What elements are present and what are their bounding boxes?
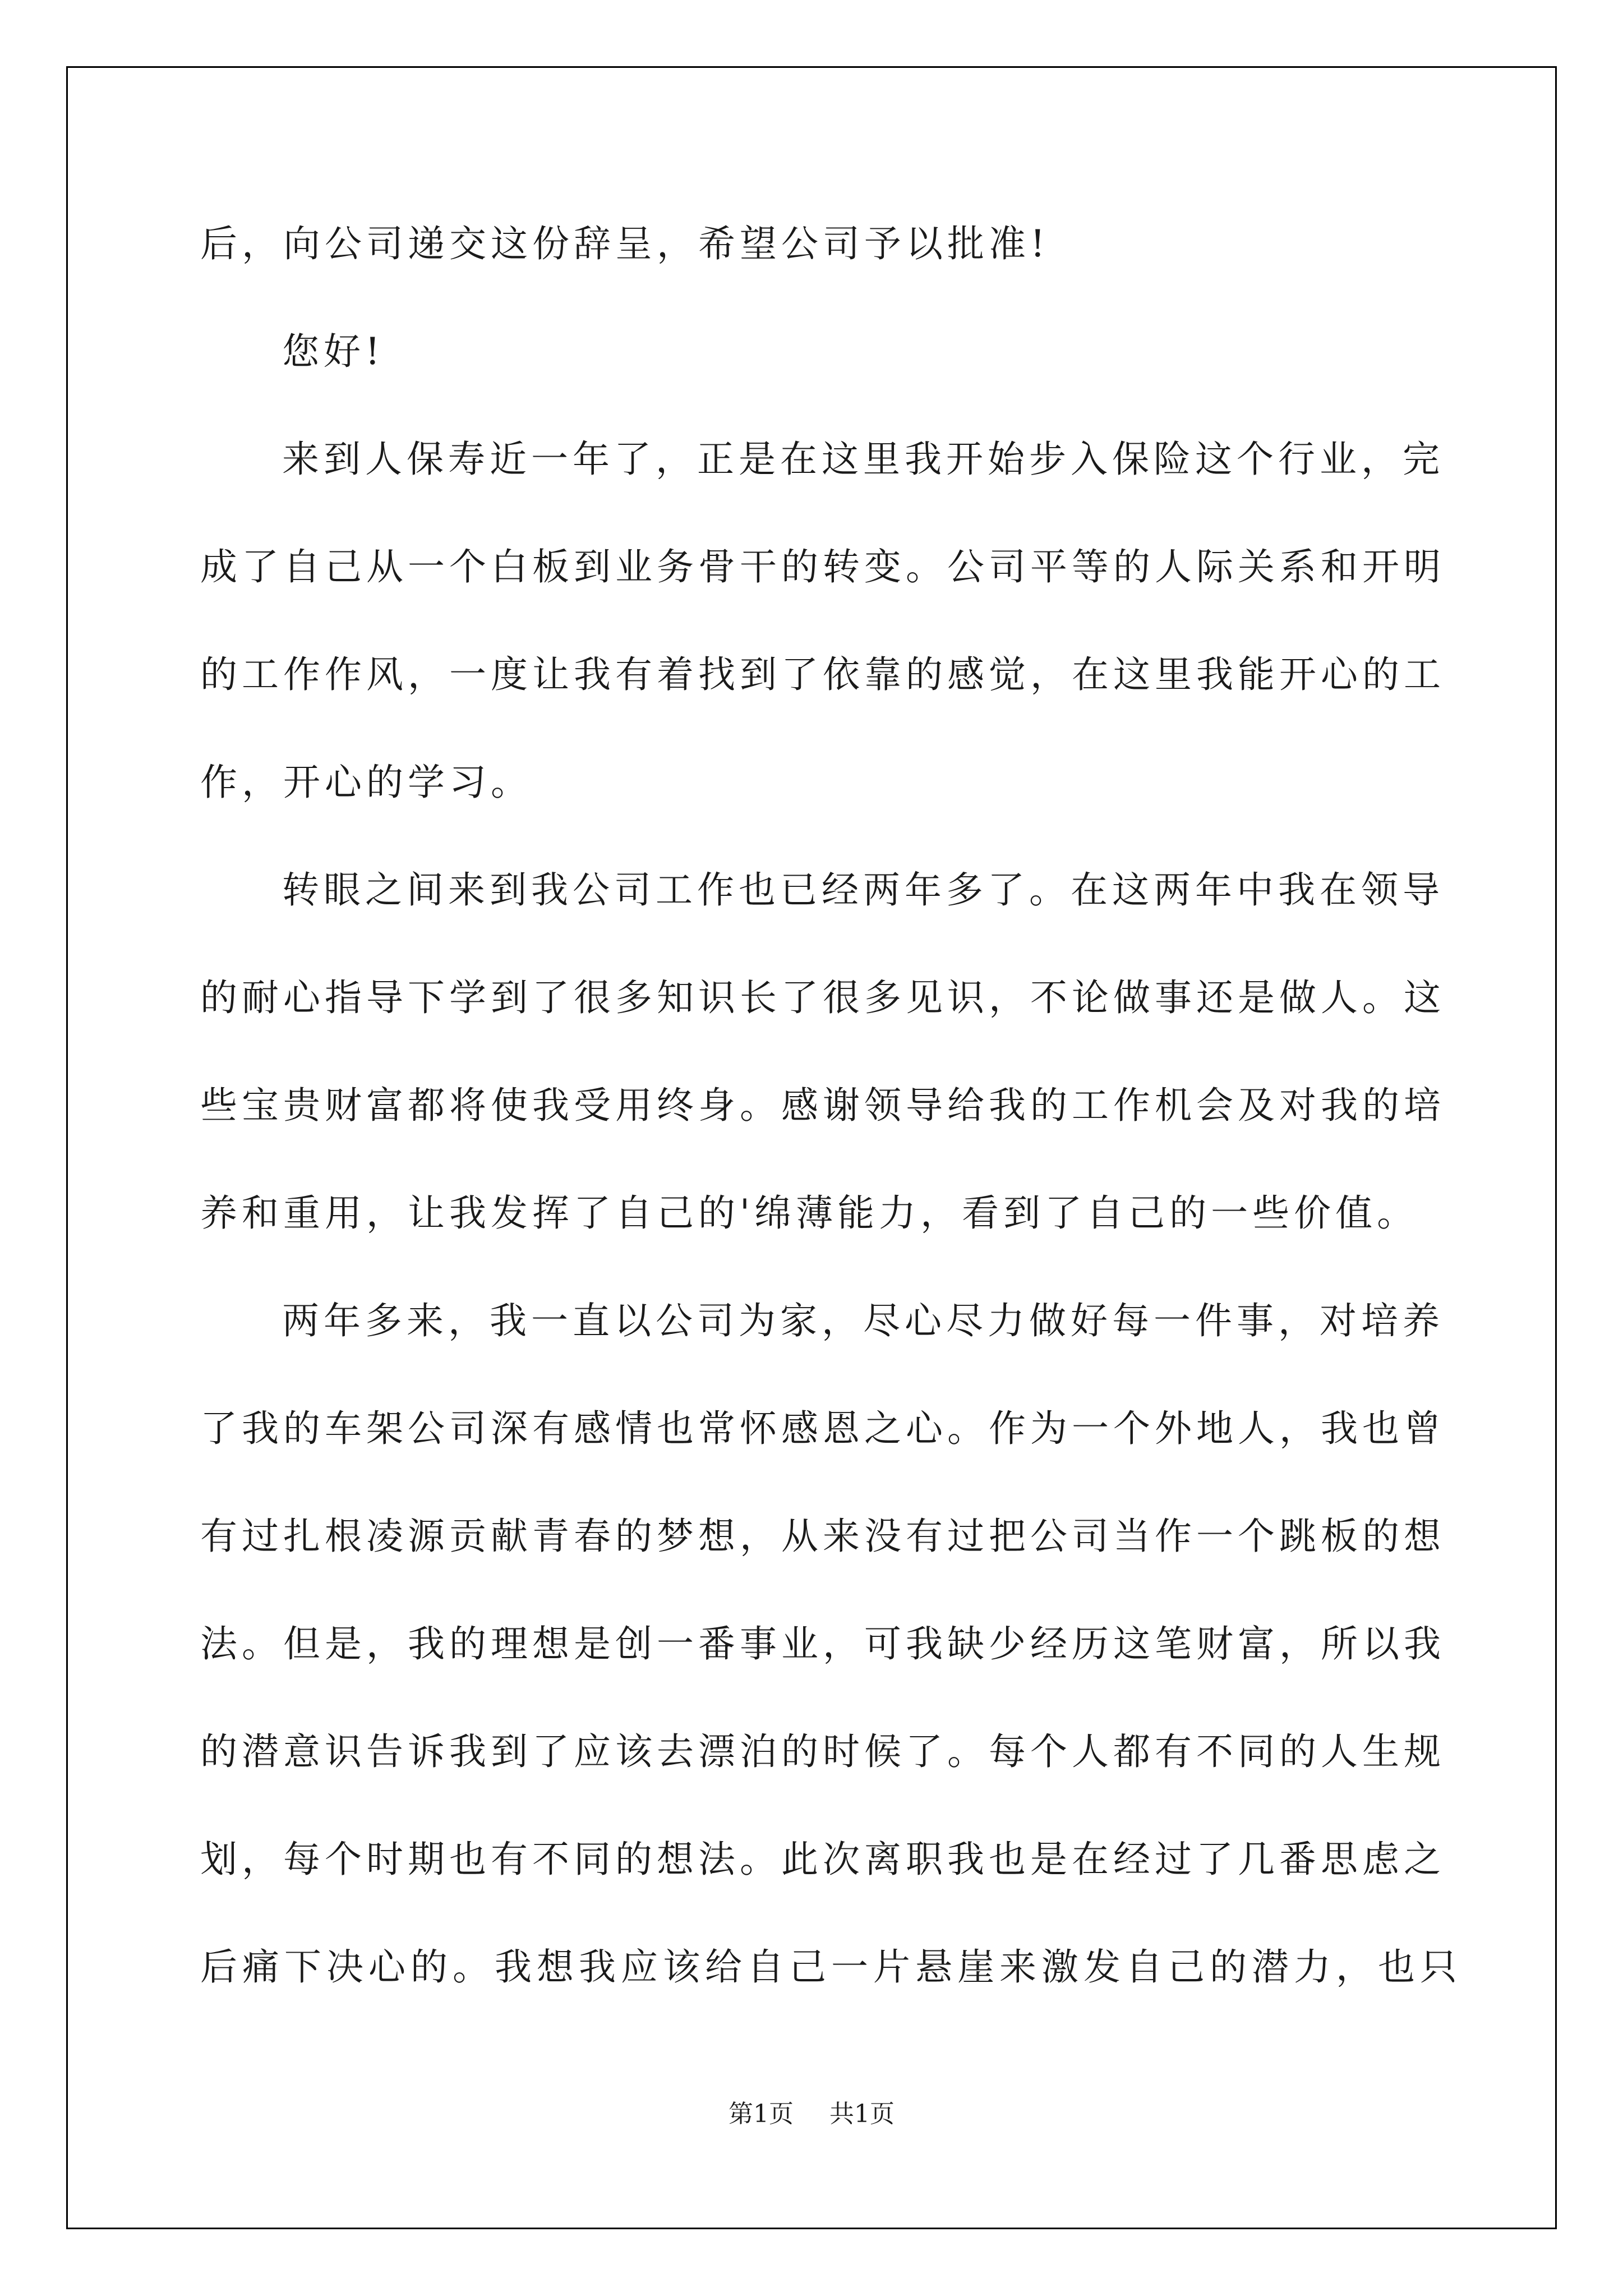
page-footer (0, 2093, 1623, 2129)
paragraph-start: 两年多来，我一直以公司为家，尽心尽力做好每一件事，对培养 (282, 1299, 1444, 1342)
text-line: 法。但是，我的理想是创一番事业，可我缺少经历这笔财富，所以我 (200, 1622, 1445, 1665)
text-line: 的潜意识告诉我到了应该去漂泊的时候了。每个人都有不同的人生规 (200, 1730, 1445, 1773)
text-line: 后，向公司递交这份辞呈，希望公司予以批准! (200, 222, 1050, 265)
page-number: 第1页 (728, 2100, 794, 2128)
text-line: 了我的车架公司深有感情也常怀感恩之心。作为一个外地人，我也曾 (200, 1407, 1445, 1450)
salutation: 您好! (282, 330, 385, 373)
paragraph-start: 来到人保寿近一年了，正是在这里我开始步入保险这个行业，完 (282, 438, 1444, 481)
text-line: 的工作作风，一度让我有着找到了依靠的感觉，在这里我能开心的工 (200, 653, 1445, 696)
text-line: 划，每个时期也有不同的想法。此次离职我也是在经过了几番思虑之 (200, 1838, 1445, 1881)
text-line: 的耐心指导下学到了很多知识长了很多见识，不论做事还是做人。这 (200, 976, 1445, 1019)
paragraph-start: 转眼之间来到我公司工作也已经两年多了。在这两年中我在领导 (282, 868, 1444, 912)
text-line: 后痛下决心的。我想我应该给自己一片悬崖来激发自己的潜力，也只 (200, 1945, 1462, 1989)
document-body (200, 216, 1462, 2047)
text-line: 成了自己从一个白板到业务骨干的转变。公司平等的人际关系和开明 (200, 545, 1445, 588)
text-line: 些宝贵财富都将使我受用终身。感谢领导给我的工作机会及对我的培 (200, 1084, 1445, 1127)
text-line: 养和重用，让我发挥了自己的'绵薄能力，看到了自己的一些价值。 (200, 1191, 1419, 1235)
text-line: 作，开心的学习。 (200, 761, 532, 804)
page-total: 共1页 (829, 2100, 895, 2128)
text-line: 有过扎根凌源贡献青春的梦想，从来没有过把公司当作一个跳板的想 (200, 1515, 1445, 1558)
